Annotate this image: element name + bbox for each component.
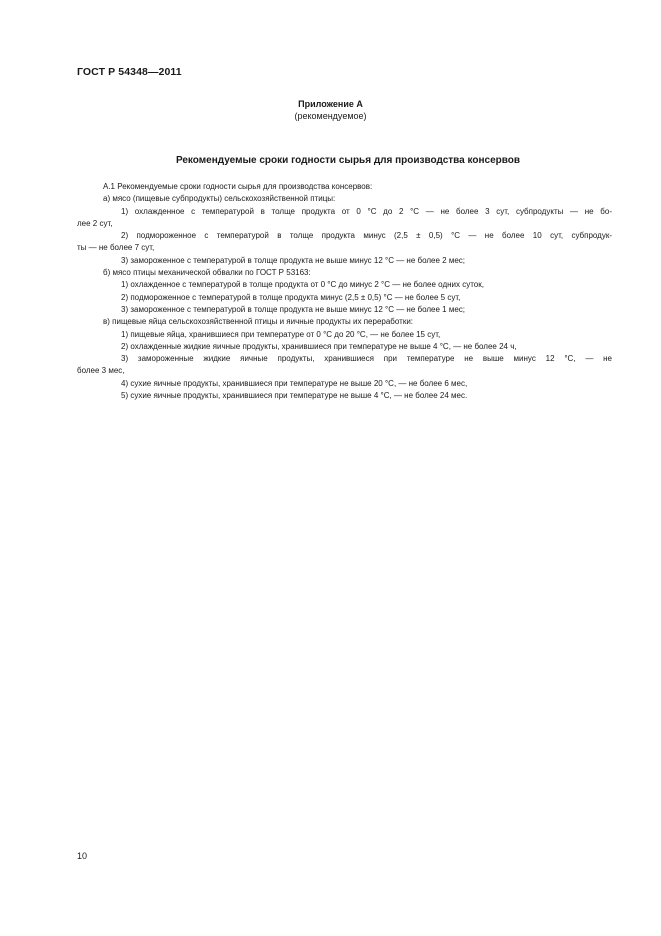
annex-heading	[0, 98, 661, 122]
item-b: б) мясо птицы механической обвалки по ГОСТ Р 53163:	[103, 268, 311, 278]
item-v: в) пищевые яйца сельскохозяйственной птицы и яичные продукты их переработки:	[103, 317, 414, 327]
section-title: Рекомендуемые сроки годности сырья для производства консервов	[175, 155, 521, 166]
item-b-1: 1) охлажденное с температурой в толще продукта от 0 °С до минус 2 °С — не более одних суток,	[121, 280, 484, 290]
standard-code: ГОСТ Р 54348—2011	[77, 66, 182, 78]
paragraph-a1: А.1 Рекомендуемые сроки годности сырья для производства консервов:	[103, 182, 373, 191]
item-a: а) мясо (пищевые субпродукты) сельскохозяйственной птицы:	[103, 194, 336, 204]
annex-label: Приложение А	[298, 99, 363, 109]
item-b-3: 3) замороженное с температурой в толще продукта не выше минус 12 °С — не более 1 мес;	[121, 304, 466, 314]
annex-status: (рекомендуемое)	[294, 111, 367, 121]
item-v-3: 3) замороженные жидкие яичные продукты, хранившиеся при температуре не выше минус 12 °С, — не	[121, 354, 612, 364]
document-body	[77, 181, 612, 402]
item-v-3-cont: более 3 мес,	[77, 366, 125, 376]
item-a-1: 1) охлажденное с температурой в толще продукта от 0 °С до 2 °С — не более 3 сут, субпродукты — не бо-	[121, 206, 612, 216]
item-b-2: 2) подмороженное с температурой в толще продукта минус (2,5 ± 0,5) °С — не более 5 сут,	[121, 292, 461, 302]
item-a-3: 3) замороженное с температурой в толще продукта не выше минус 12 °С — не более 2 мес;	[121, 255, 466, 265]
item-v-1: 1) пищевые яйца, хранившиеся при температуре от 0 °С до 20 °С, — не более 15 сут,	[121, 329, 441, 339]
item-a-2-cont: ты — не более 7 сут,	[77, 243, 155, 253]
item-v-2: 2) охлажденные жидкие яичные продукты, хранившиеся при температуре не выше 4 °С, — не более 24 ч,	[121, 341, 517, 351]
item-a-1-cont: лее 2 сут,	[77, 218, 113, 228]
item-v-4: 4) сухие яичные продукты, хранившиеся при температуре не выше 20 °С, — не более 6 мес,	[121, 378, 468, 388]
item-a-2: 2) подмороженное с температурой в толще продукта минус (2,5 ± 0,5) °С — не более 10 сут, субпродук-	[121, 231, 612, 241]
page-number: 10	[77, 851, 88, 861]
item-v-5: 5) сухие яичные продукты, хранившиеся при температуре не выше 4 °С, — не более 24 мес.	[121, 391, 468, 401]
